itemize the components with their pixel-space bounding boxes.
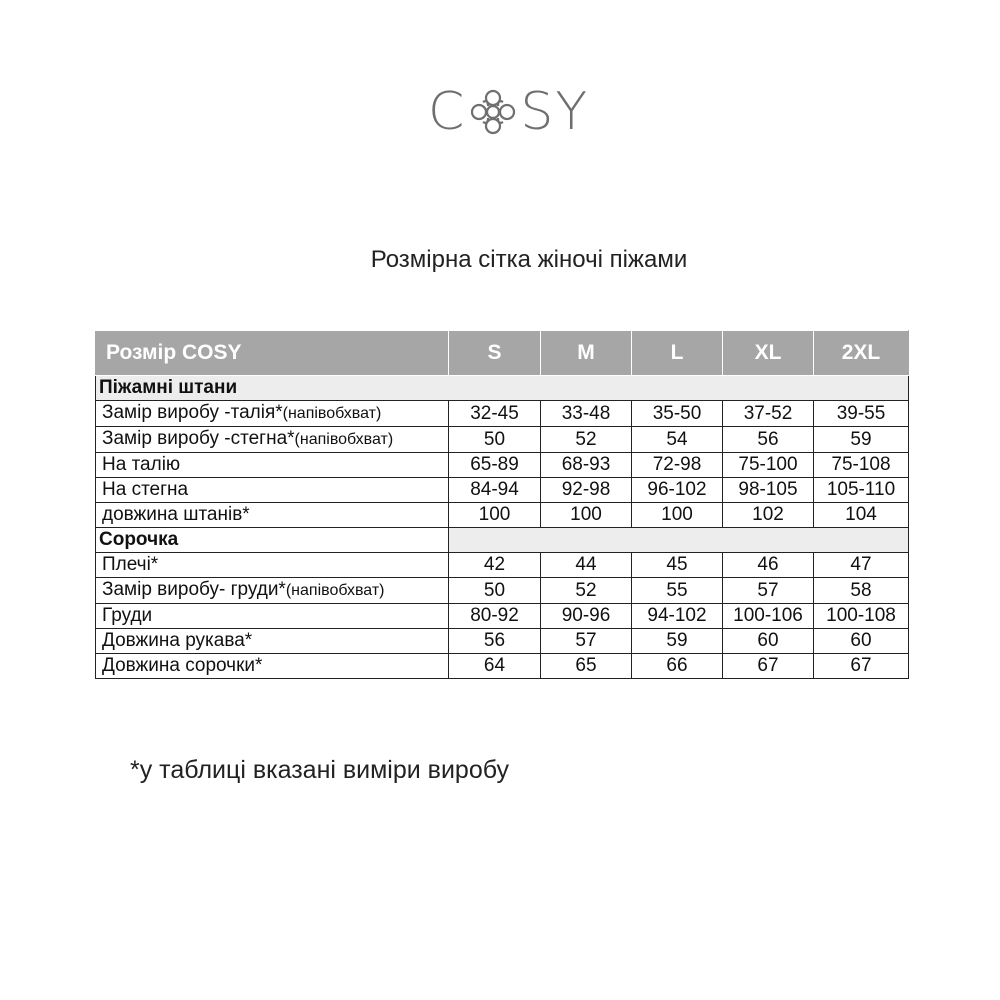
section-fill	[449, 528, 909, 553]
size-value-cell: 50	[449, 578, 541, 604]
size-value-cell: 100	[632, 503, 723, 528]
size-value-cell: 65	[541, 654, 632, 679]
size-value-cell: 100	[449, 503, 541, 528]
size-value-cell: 50	[449, 427, 541, 453]
size-value-cell: 60	[814, 629, 909, 654]
size-value-cell: 72-98	[632, 453, 723, 478]
table-row	[96, 553, 909, 578]
brand-logo	[428, 82, 589, 142]
table-row	[96, 654, 909, 679]
size-value-cell: 60	[723, 629, 814, 654]
size-value-cell: 96-102	[632, 478, 723, 503]
size-value-cell: 42	[449, 553, 541, 578]
row-label: Довжина сорочки*	[102, 655, 263, 676]
size-value-cell: 84-94	[449, 478, 541, 503]
row-label-cell	[96, 427, 449, 453]
row-label-cell	[96, 654, 449, 679]
table-row	[96, 503, 909, 528]
knot-flower-icon	[468, 87, 518, 137]
row-label-cell	[96, 503, 449, 528]
table-row	[96, 578, 909, 604]
table-body	[96, 376, 909, 679]
size-value-cell: 44	[541, 553, 632, 578]
row-label: Довжина рукава*	[102, 630, 253, 651]
brand-logo-text-right: SY	[520, 82, 590, 142]
size-value-cell: 98-105	[723, 478, 814, 503]
table-row	[96, 478, 909, 503]
size-value-cell: 67	[814, 654, 909, 679]
row-label-cell	[96, 553, 449, 578]
section-label: Сорочка	[96, 528, 449, 553]
size-value-cell: 32-45	[449, 401, 541, 427]
size-value-cell: 66	[632, 654, 723, 679]
footnote: *у таблиці вказані виміри виробу	[130, 756, 510, 784]
size-value-cell: 47	[814, 553, 909, 578]
section-row	[96, 376, 909, 401]
size-value-cell: 64	[449, 654, 541, 679]
size-value-cell: 33-48	[541, 401, 632, 427]
size-value-cell: 35-50	[632, 401, 723, 427]
page-title: Розмірна сітка жіночі піжами	[370, 246, 688, 273]
section-label: Піжамні штани	[96, 376, 909, 401]
table-row	[96, 604, 909, 629]
size-value-cell: 100	[541, 503, 632, 528]
size-value-cell: 52	[541, 427, 632, 453]
row-label: довжина штанів*	[102, 504, 250, 525]
size-value-cell: 54	[632, 427, 723, 453]
row-label: Замір виробу- груди*	[102, 579, 286, 600]
table-header-row	[96, 331, 909, 376]
size-value-cell: 52	[541, 578, 632, 604]
table-row	[96, 401, 909, 427]
size-value-cell: 75-100	[723, 453, 814, 478]
size-chart-table	[95, 330, 909, 679]
size-value-cell: 75-108	[814, 453, 909, 478]
row-label-cell	[96, 401, 449, 427]
row-label: Груди	[102, 605, 153, 626]
row-label-cell	[96, 629, 449, 654]
size-value-cell: 56	[449, 629, 541, 654]
row-label: Замір виробу -стегна*	[102, 428, 295, 449]
row-label-note: (напівобхват)	[294, 431, 394, 448]
row-label-cell	[96, 604, 449, 629]
row-label-cell	[96, 478, 449, 503]
row-label: На талію	[102, 454, 181, 475]
table-row	[96, 453, 909, 478]
header-size-xl: XL	[723, 331, 814, 376]
size-value-cell: 102	[723, 503, 814, 528]
table-row	[96, 629, 909, 654]
size-value-cell: 37-52	[723, 401, 814, 427]
header-size-s: S	[449, 331, 541, 376]
size-value-cell: 67	[723, 654, 814, 679]
size-value-cell: 59	[814, 427, 909, 453]
size-value-cell: 68-93	[541, 453, 632, 478]
row-label: На стегна	[102, 479, 189, 500]
size-value-cell: 105-110	[814, 478, 909, 503]
header-size-2xl: 2XL	[814, 331, 909, 376]
size-value-cell: 65-89	[449, 453, 541, 478]
brand-logo-text-left: C	[428, 82, 467, 142]
size-value-cell: 58	[814, 578, 909, 604]
size-value-cell: 104	[814, 503, 909, 528]
header-size-label: Розмір COSY	[96, 331, 449, 376]
size-value-cell: 39-55	[814, 401, 909, 427]
row-label: Замір виробу -талія*	[102, 402, 283, 423]
size-value-cell: 100-108	[814, 604, 909, 629]
size-value-cell: 59	[632, 629, 723, 654]
row-label-note: (напівобхват)	[285, 582, 385, 599]
size-value-cell: 80-92	[449, 604, 541, 629]
size-value-cell: 45	[632, 553, 723, 578]
section-row	[96, 528, 909, 553]
size-value-cell: 100-106	[723, 604, 814, 629]
header-size-l: L	[632, 331, 723, 376]
row-label-cell	[96, 453, 449, 478]
size-value-cell: 57	[541, 629, 632, 654]
size-value-cell: 57	[723, 578, 814, 604]
table-row	[96, 427, 909, 453]
size-value-cell: 90-96	[541, 604, 632, 629]
header-size-m: M	[541, 331, 632, 376]
size-value-cell: 55	[632, 578, 723, 604]
size-value-cell: 94-102	[632, 604, 723, 629]
row-label-cell	[96, 578, 449, 604]
size-value-cell: 56	[723, 427, 814, 453]
row-label-note: (напівобхват)	[282, 405, 382, 422]
size-value-cell: 92-98	[541, 478, 632, 503]
row-label: Плечі*	[102, 554, 159, 575]
size-value-cell: 46	[723, 553, 814, 578]
